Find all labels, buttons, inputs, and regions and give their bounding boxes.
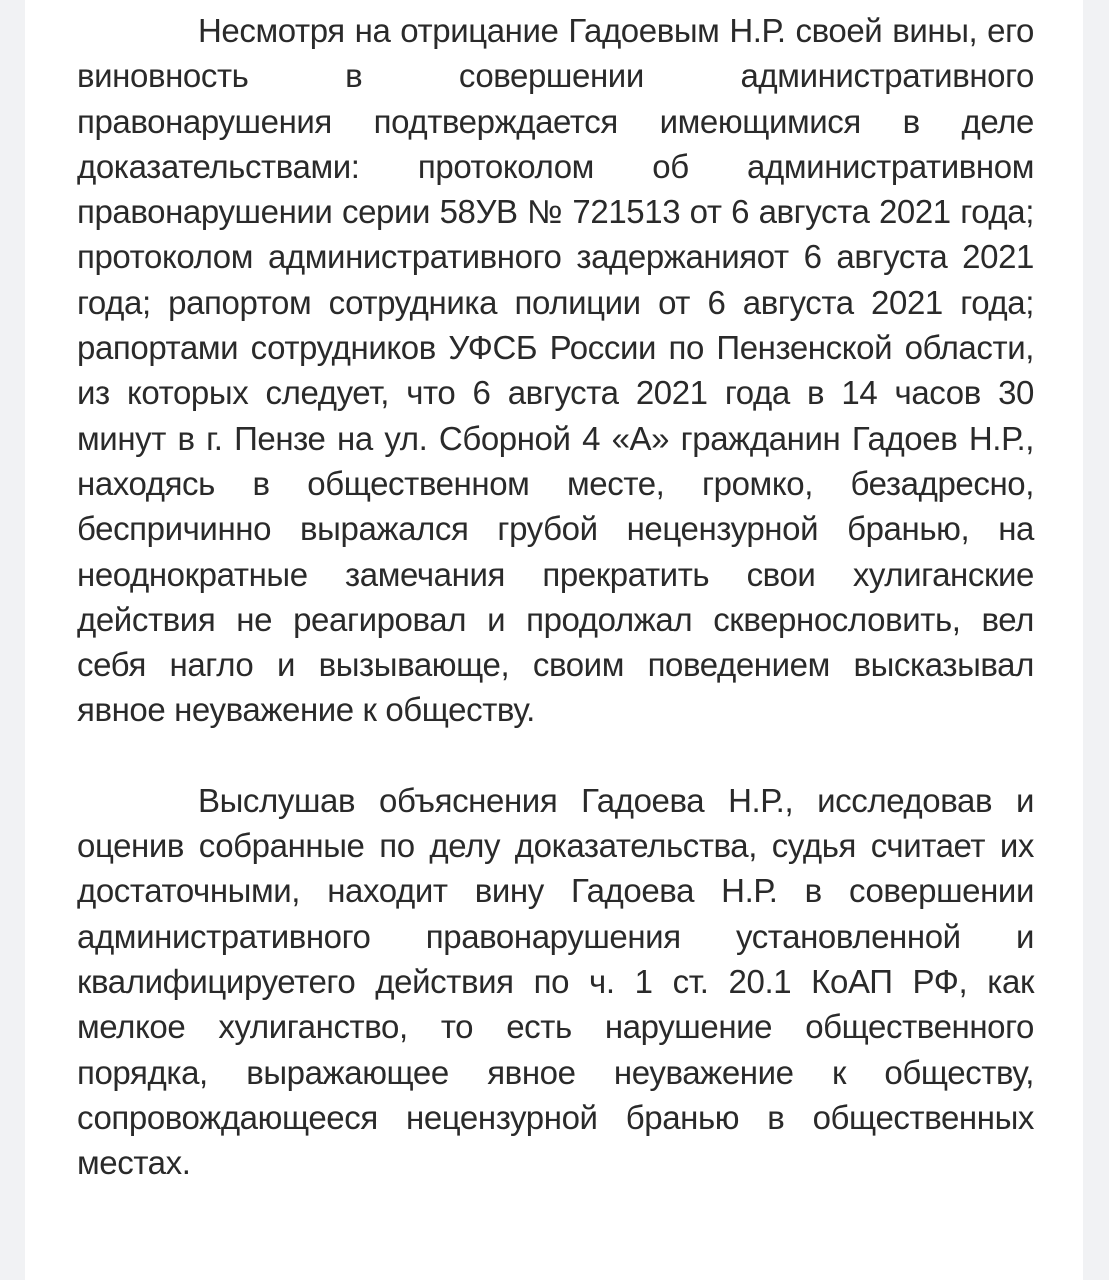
document-body [77,8,1034,1185]
document-page [25,0,1083,1280]
paragraph-verdict: Выслушав объяснения Гадоева Н.Р., исследовав и оценив собранные по делу доказательства, судья считает их достаточными, находит вину Гадоева Н.Р. в совершении административного правонарушения установленной и квалифицируетего действия по ч. 1 ст. 20.1 КоАП РФ, как мелкое хулиганство, то есть нарушение общественного порядка, выражающее явное неуважение к обществу, сопровождающееся нецензурной бранью в общественных местах. [77,781,1034,1182]
paragraph-evidence: Несмотря на отрицание Гадоевым Н.Р. своей вины, его виновность в совершении административного правонарушения подтверждается имеющимися в деле доказательствами: протоколом об административном правонарушении серии 58УВ № 721513 от 6 августа 2021 года; протоколом административного задержанияот 6 августа 2021 года; рапортом сотрудника полиции от 6 августа 2021 года; рапортами сотрудников УФСБ России по Пензенской области, из которых следует, что 6 августа 2021 года в 14 часов 30 минут в г. Пензе на ул. Сборной 4 «А» гражданин Гадоев Н.Р., находясь в общественном месте, громко, безадресно, беспричинно выражался грубой нецензурной бранью, на неоднократные замечания прекратить свои хулиганские действия не реагировал и продолжал сквернословить, вел себя нагло и вызывающе, своим поведением высказывал явное неуважение к обществу. [77,12,1034,729]
